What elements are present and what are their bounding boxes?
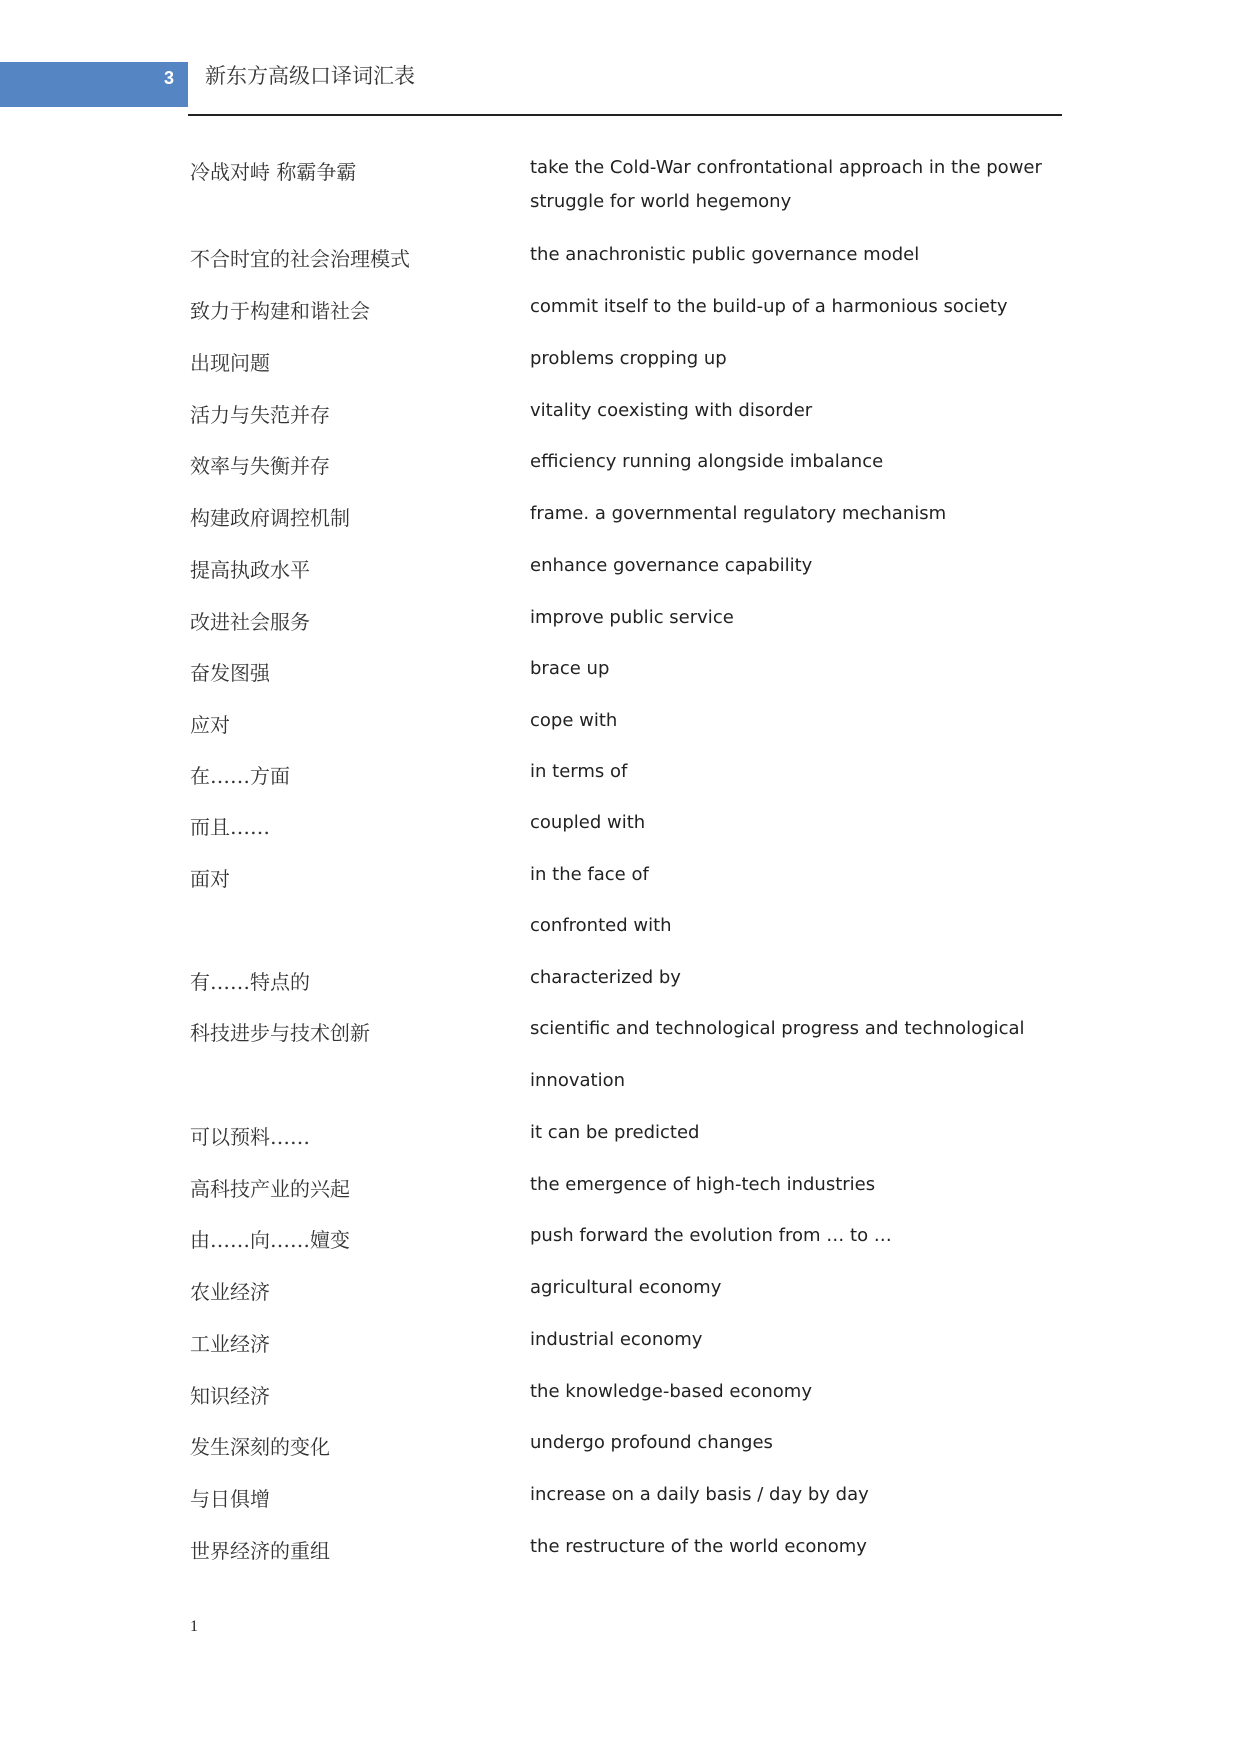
chinese-term: 科技进步与技术创新 (190, 1021, 370, 1045)
chinese-term: 有……特点的 (190, 970, 310, 994)
chinese-term: 世界经济的重组 (190, 1539, 330, 1563)
chinese-term: 由……向……嬗变 (190, 1228, 350, 1252)
chinese-term: 可以预料…… (190, 1125, 310, 1149)
chinese-term: 应对 (190, 713, 230, 737)
page-number-tab (0, 62, 188, 107)
chinese-term: 发生深刻的变化 (190, 1435, 330, 1459)
footer-page-number: 1 (190, 1618, 198, 1635)
chinese-term: 构建政府调控机制 (190, 506, 350, 530)
english-term: the emergence of high-tech industries (530, 1174, 876, 1195)
english-term: brace up (530, 658, 610, 679)
chinese-term: 冷战对峙 称霸争霸 (190, 160, 357, 184)
english-term: innovation (530, 1070, 625, 1091)
chinese-term: 高科技产业的兴起 (190, 1177, 350, 1201)
english-term: it can be predicted (530, 1122, 700, 1143)
chinese-term: 活力与失范并存 (190, 403, 330, 427)
english-term: enhance governance capability (530, 555, 813, 576)
english-term: the anachronistic public governance model (530, 244, 920, 265)
english-term: in the face of (530, 864, 649, 885)
english-term: commit itself to the build-up of a harmonious society (530, 296, 1008, 317)
english-term: push forward the evolution from … to … (530, 1225, 892, 1246)
english-term: problems cropping up (530, 348, 727, 369)
chinese-term: 而且…… (190, 815, 270, 839)
chinese-term: 工业经济 (190, 1332, 270, 1356)
chinese-term: 效率与失衡并存 (190, 454, 330, 478)
english-term: increase on a daily basis / day by day (530, 1484, 869, 1505)
english-term: scientific and technological progress and technological (530, 1018, 1025, 1039)
english-term: in terms of (530, 761, 628, 782)
document-title: 新东方高级口译词汇表 (205, 64, 415, 88)
english-term: frame. a governmental regulatory mechanism (530, 503, 947, 524)
english-term: coupled with (530, 812, 646, 833)
english-term: confronted with (530, 915, 672, 936)
header-page-number: 3 (163, 68, 174, 88)
chinese-term: 在……方面 (190, 764, 290, 788)
chinese-term: 提高执政水平 (190, 558, 310, 582)
english-term: characterized by (530, 967, 681, 988)
chinese-term: 农业经济 (190, 1280, 270, 1304)
chinese-term: 奋发图强 (190, 661, 270, 685)
english-term: vitality coexisting with disorder (530, 400, 813, 421)
english-term: cope with (530, 710, 618, 731)
english-term: efficiency running alongside imbalance (530, 451, 884, 472)
english-term: industrial economy (530, 1329, 703, 1350)
header-divider (188, 114, 1062, 116)
chinese-term: 与日俱增 (190, 1487, 270, 1511)
english-term: undergo profound changes (530, 1432, 773, 1453)
chinese-term: 出现问题 (190, 351, 270, 375)
english-term: take the Cold-War confrontational approach in the power struggle for world hegemony (530, 157, 1042, 212)
english-term: the knowledge-based economy (530, 1381, 812, 1402)
chinese-term: 致力于构建和谐社会 (190, 299, 370, 323)
english-term: agricultural economy (530, 1277, 722, 1298)
chinese-term: 改进社会服务 (190, 610, 310, 634)
chinese-term: 不合时宜的社会治理模式 (190, 247, 410, 271)
english-term: the restructure of the world economy (530, 1536, 867, 1557)
chinese-term: 知识经济 (190, 1384, 270, 1408)
english-term: improve public service (530, 607, 734, 628)
chinese-term: 面对 (190, 867, 230, 891)
